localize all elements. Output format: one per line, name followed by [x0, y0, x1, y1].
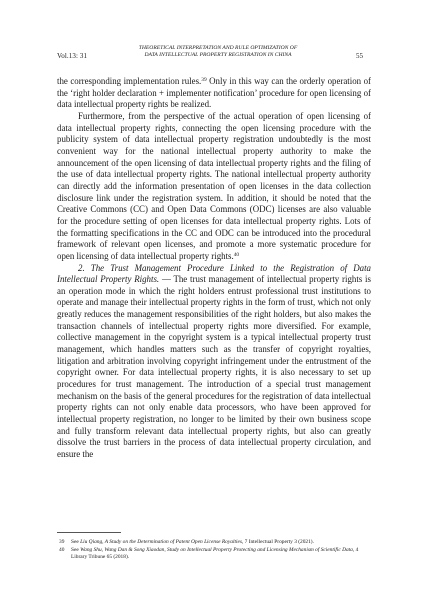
- section-heading: 2. The Trust Management Procedure Linked to the Registration of Data Intellectual Property Rights.: [57, 262, 371, 285]
- footnote-source: 7 Intellectual Property 3 (2021).: [243, 539, 314, 545]
- paragraph-3: [57, 263, 371, 461]
- paragraph-2-text: Furthermore, from the perspective of the actual operation of open licensing of data intellectual property rights, connecting the open licensing procedure with the publicity system of data intellectual property registration undoubtedly is the most convenient way for the national intellectual property authority to make the announcement of the open licensing of data intellectual property rights and the filing of the use of data intellectual property rights. The national intellectual property authority can directly add the information presentation of open licenses in the data collection disclosure link under the registration system. In addition, it should be noted that the Creative Commons (CC) and Open Data Commons (ODC) licenses are also valuable for the procedure setting of open licenses for data intellectual property rights. Lots of the formatting specifications in the CC and ODC can be introduced into the procedural framework of relevant open licenses, and promote a more systematic procedure for open licensing of data intellectual property rights.: [57, 110, 371, 261]
- footnote-signal: See: [71, 546, 81, 553]
- paragraph-3-text: The trust management of intellectual property rights is an operation mode in which the right holders entrust professional trust institutions to operate and manage their intellectual property rights in the form of trust, which not only greatly reduces the management responsibilities of the right holders, but also makes the transaction channels of intellectual property rights more diversified. For example, collective management in the copyright system is a typical intellectual property trust management, which handles matters such as the transfer of copyright royalties, litigation and arbitration involving copyright infringement under the entrustment of the copyright owner. For data intellectual property rights, it is also necessary to set up procedures for trust management. The introduction of a special trust management mechanism on the basis of the general procedures for the registration of data intellectual property rights can not only enable data processors, who have been approved for intellectual property registration, no longer to be limited by their own business scope and fully transform relevant data intellectual property rights, but also can greatly dissolve the trust barriers in the process of data intellectual property circulation, and ensure the: [57, 274, 371, 459]
- footnote-citation: Liu Qiang, A Study on the Determination of Patent Open License Royalties,: [80, 539, 244, 545]
- footnote-citation: Wang Shu, Wang Dan & Song Xiaodan, Study on Intellectual Property Protecting and Licensing Mechanism of Scientific Data,: [80, 546, 355, 553]
- footnotes: [57, 539, 371, 562]
- footnote-divider: [57, 532, 121, 533]
- running-header-title: [120, 45, 316, 59]
- footnote-number: 39: [59, 539, 65, 545]
- footnote-40: [57, 547, 371, 562]
- heading-dash: —: [159, 274, 174, 285]
- footnote-39: [57, 539, 371, 547]
- page-number: 55: [356, 52, 363, 60]
- paragraph-1-text: the corresponding implementation rules.: [57, 76, 202, 86]
- body-text: [57, 76, 371, 461]
- paragraph-1-tail: Only in this way can the orderly operation of the ‘right holder declaration + implementer notification’ procedure for open licensing of data intellectual property rights be realized.: [57, 76, 371, 110]
- running-header-title-line1: THEORETICAL INTERPRETATION AND RULE OPTIMIZATION OF: [138, 45, 298, 51]
- footnote-signal: See: [71, 539, 81, 545]
- paragraph-2: [57, 111, 371, 263]
- footnote-ref-40[interactable]: 40: [233, 251, 240, 258]
- running-header-title-line2: DATA INTELLECTUAL PROPERTY REGISTRATION IN CHINA: [144, 52, 292, 58]
- footnote-source: 4 Library Tribune 65 (2018).: [71, 546, 359, 561]
- paragraph-1: [57, 76, 371, 111]
- running-header-volume: Vol.13: 31: [57, 52, 88, 60]
- footnote-number: 40: [59, 546, 65, 553]
- footnote-ref-39[interactable]: 39: [201, 77, 207, 83]
